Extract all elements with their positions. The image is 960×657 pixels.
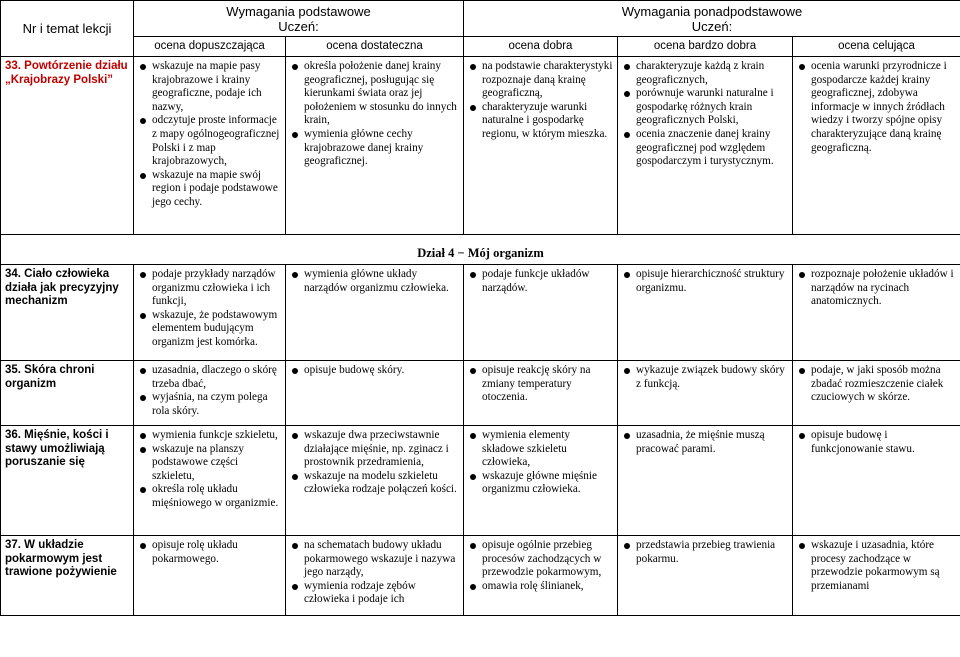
list-item: wymienia główne układy narządów organizmu człowieka. (304, 268, 459, 295)
requirement-cell (793, 265, 960, 361)
requirement-cell (134, 265, 286, 361)
list-item: uzasadnia, dlaczego o skórę trzeba dbać, (152, 364, 281, 391)
list-item: na schematach budowy układu pokarmowego wskazuje i nazywa jego narządy, (304, 539, 459, 580)
requirement-cell (286, 265, 464, 361)
list-item: opisuje hierarchiczność struktury organizmu. (636, 268, 788, 295)
lesson-title: 33. Powtórzenie działu „Krajobrazy Polski” (1, 57, 134, 235)
requirement-cell (618, 265, 793, 361)
list-item: opisuje budowę i funkcjonowanie stawu. (811, 429, 956, 456)
list-item: wyjaśnia, na czym polega rola skóry. (152, 391, 281, 418)
grade-header: ocena celująca (793, 37, 960, 57)
requirement-cell (618, 361, 793, 426)
grade-header: ocena dobra (464, 37, 618, 57)
requirement-cell (134, 57, 286, 235)
table-row (1, 265, 960, 361)
list-item: wskazuje na mapie swój region i podaje podstawowe jego cechy. (152, 169, 281, 210)
requirement-cell (793, 57, 960, 235)
grade-header: ocena dostateczna (286, 37, 464, 57)
lesson-title: 36. Mięśnie, kości i stawy umożliwiają poruszanie się (1, 426, 134, 536)
requirement-cell (793, 536, 960, 616)
list-item: wskazuje i uzasadnia, które procesy zachodzące w przewodzie pokarmowym są przemianami (811, 539, 956, 593)
requirement-cell (618, 57, 793, 235)
header-row (1, 1, 960, 37)
list-item: omawia rolę ślinianek, (482, 580, 613, 594)
basic-sub: Uczeń: (278, 18, 319, 34)
requirement-cell (134, 361, 286, 426)
list-item: wskazuje główne mięśnie organizmu człowieka. (482, 470, 613, 497)
requirement-cell (464, 57, 618, 235)
list-item: uzasadnia, że mięśnie muszą pracować parami. (636, 429, 788, 456)
basic-title: Wymagania podstawowe (226, 3, 371, 19)
requirement-cell (464, 426, 618, 536)
list-item: wskazuje na modelu szkieletu człowieka rodzaje połączeń kości. (304, 470, 459, 497)
list-item: rozpoznaje położenie układów i narządów na rycinach anatomicznych. (811, 268, 956, 309)
list-item: wymienia funkcje szkieletu, (152, 429, 281, 443)
list-item: odczytuje proste informacje z mapy ogólnogeograficznej Polski i z map krajobrazowych, (152, 114, 280, 168)
requirement-cell (286, 57, 464, 235)
requirement-cell (286, 536, 464, 616)
requirement-cell (464, 361, 618, 426)
lesson-column-header: Nr i temat lekcji (1, 1, 134, 57)
lesson-title: 35. Skóra chroni organizm (1, 361, 134, 426)
list-item: porównuje warunki naturalne i gospodarkę różnych krain geograficznych Polski, (636, 87, 788, 128)
list-item: opisuje budowę skóry. (304, 364, 459, 378)
table-row (1, 361, 960, 426)
advanced-sub: Uczeń: (691, 18, 733, 34)
list-item: ocenia warunki przyrodnicze i gospodarcze każdej krainy geograficznej, zdobywa informacje w innych źródłach wiedzy i tworzy spójne opisy charakteryzujące daną krainę geograficzną. (811, 60, 956, 155)
section-title: Dział 4 − Mój organizm (1, 235, 960, 265)
lesson-title: 37. W układzie pokarmowym jest trawione pożywienie (1, 536, 134, 616)
table-row (1, 536, 960, 616)
requirement-cell (793, 361, 960, 426)
requirement-cell (793, 426, 960, 536)
list-item: charakteryzuje każdą z krain geograficznych, (636, 60, 788, 87)
list-item: podaje, w jaki sposób można zbadać rozmieszczenie ciałek czuciowych w skórze. (811, 364, 956, 405)
grade-header: ocena bardzo dobra (618, 37, 793, 57)
table-row (1, 426, 960, 536)
grade-header-row (1, 37, 960, 57)
list-item: określa położenie danej krainy geograficznej, posługując się kierunkami świata oraz jej położeniem w stosunku do innych krain, (304, 60, 459, 128)
list-item: opisuje reakcję skóry na zmiany temperatury otoczenia. (482, 364, 613, 405)
requirement-cell (286, 426, 464, 536)
list-item: wymienia elementy składowe szkieletu człowieka, (482, 429, 613, 470)
requirement-cell (464, 536, 618, 616)
list-item: wymienia rodzaje zębów człowieka i podaje ich (304, 580, 459, 607)
list-item: wskazuje na mapie pasy krajobrazowe i krainy geograficzne, podaje ich nazwy, (152, 60, 281, 114)
list-item: ocenia znaczenie danej krainy geograficznej pod względem gospodarczym i turystycznym. (636, 128, 788, 169)
list-item: wskazuje dwa przeciwstawnie działające mięśnie, np. zginacz i prostownik przedramienia, (304, 429, 459, 470)
lesson-title: 34. Ciało człowieka działa jak precyzyjny mechanizm (1, 265, 134, 361)
requirement-cell (134, 536, 286, 616)
list-item: przedstawia przebieg trawienia pokarmu. (636, 539, 788, 566)
requirement-cell (286, 361, 464, 426)
table-row (1, 57, 960, 235)
grade-header: ocena dopuszczająca (134, 37, 286, 57)
list-item: podaje funkcje układów narządów. (482, 268, 613, 295)
requirement-cell (618, 536, 793, 616)
list-item: wykazuje związek budowy skóry z funkcją. (636, 364, 788, 391)
requirement-cell (134, 426, 286, 536)
list-item: wskazuje, że podstawowym elementem budującym organizm jest komórka. (152, 309, 281, 350)
requirement-cell (618, 426, 793, 536)
list-item: wskazuje na planszy podstawowe części szkieletu, (152, 443, 281, 484)
list-item: opisuje ogólnie przebieg procesów zachodzących w przewodzie pokarmowym, (482, 539, 613, 580)
list-item: charakteryzuje warunki naturalne i gospodarkę regionu, w którym mieszka. (482, 101, 613, 142)
advanced-title: Wymagania ponadpodstawowe (621, 3, 803, 19)
list-item: określa rolę układu mięśniowego w organizmie. (152, 483, 281, 510)
section-row (1, 235, 960, 265)
advanced-requirements-header (464, 1, 960, 37)
basic-requirements-header (134, 1, 464, 37)
list-item: opisuje rolę układu pokarmowego. (152, 539, 281, 566)
list-item: wymienia główne cechy krajobrazowe danej krainy geograficznej. (304, 128, 459, 169)
list-item: na podstawie charakterystyki rozpoznaje daną krainę geograficzną, (482, 60, 613, 100)
list-item: podaje przykłady narządów organizmu człowieka i ich funkcji, (152, 268, 281, 309)
requirement-cell (464, 265, 618, 361)
